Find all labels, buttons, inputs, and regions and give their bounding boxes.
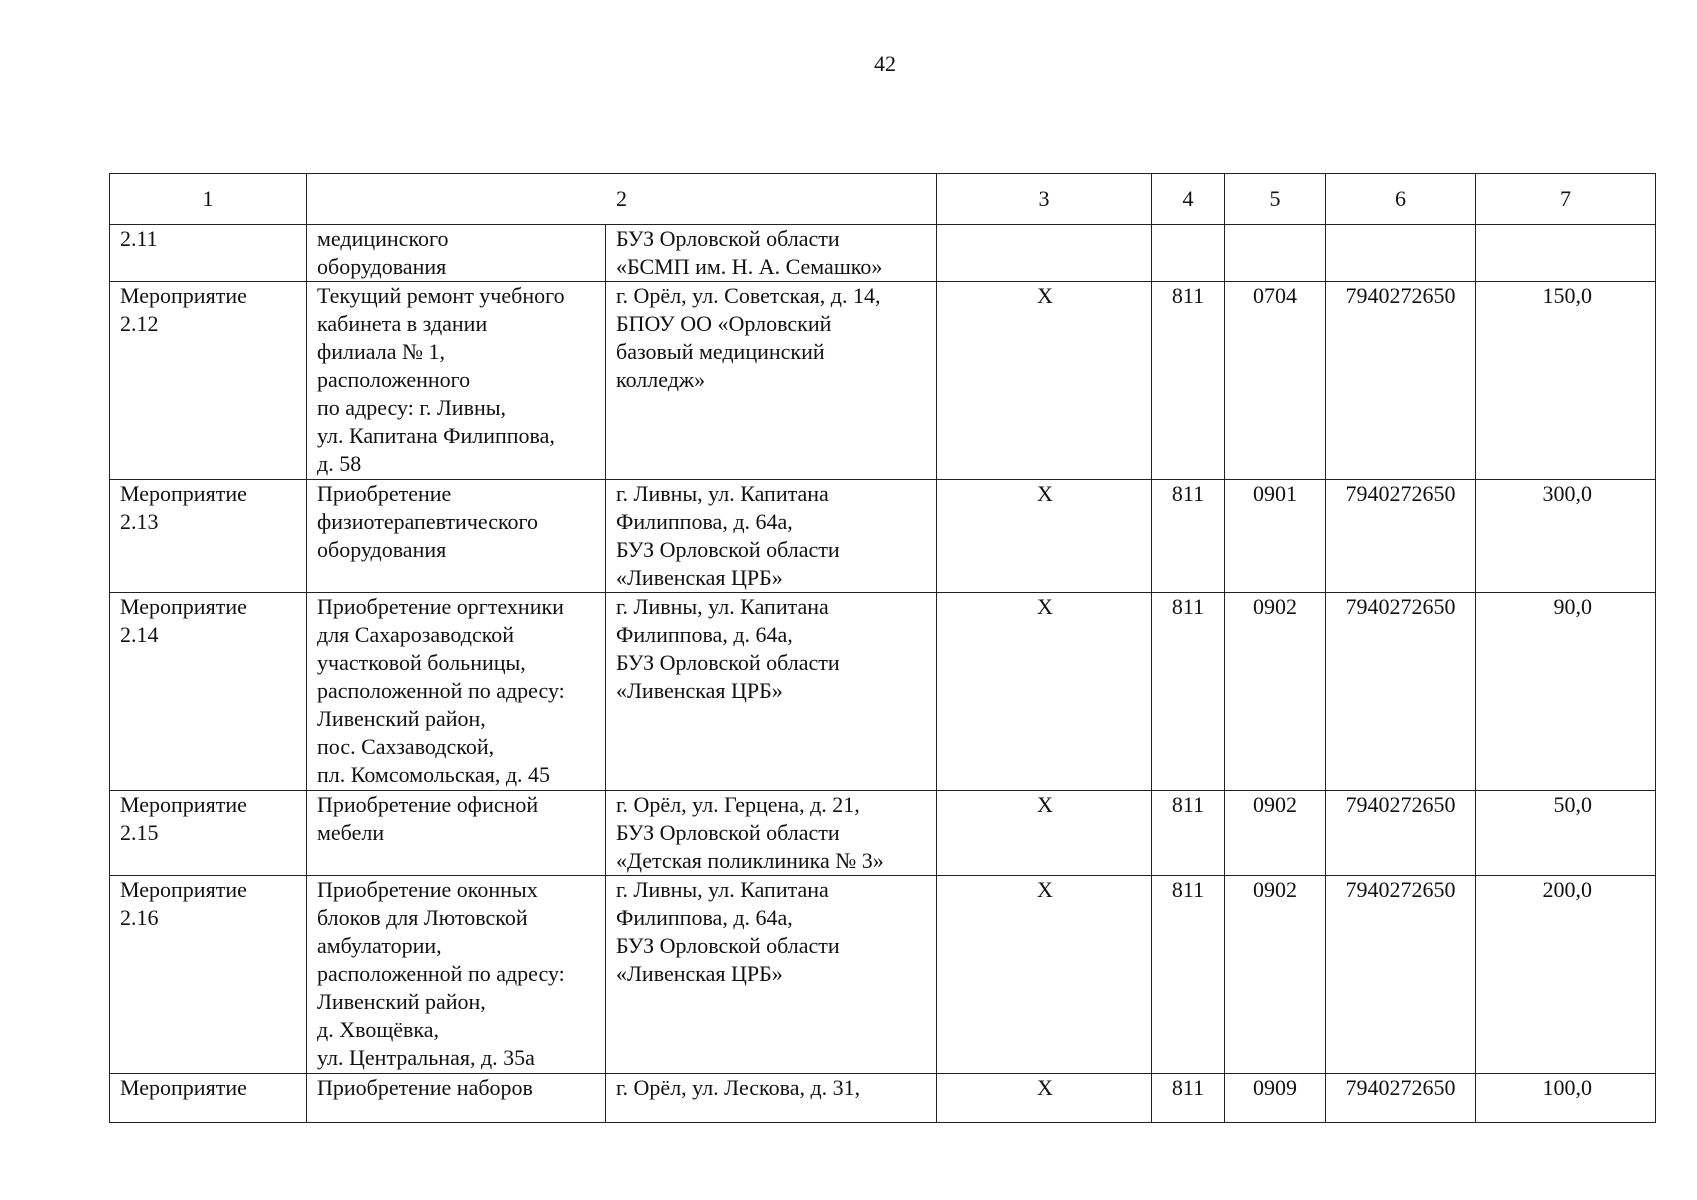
row-col6 [1326,225,1476,282]
row-col4: 811 [1152,282,1225,480]
table-row [110,791,1656,876]
table-row [110,593,1656,791]
table-header [110,174,1656,225]
budget-table [109,173,1656,1123]
header-col-6: 6 [1326,174,1476,225]
row-address: г. Ливны, ул. Капитана Филиппова, д. 64а, БУЗ Орловской области «Ливенская ЦРБ» [606,480,937,593]
row-id: Мероприятие 2.14 [110,593,307,791]
row-col7 [1476,225,1656,282]
row-col3: Х [937,480,1152,593]
row-col4 [1152,225,1225,282]
row-col4: 811 [1152,876,1225,1074]
row-name: Текущий ремонт учебного кабинета в здании филиала № 1, расположенного по адресу: г. Ливны, ул. Капитана Филиппова, д. 58 [307,282,606,480]
row-name: Приобретение наборов [307,1074,606,1123]
row-name: Приобретение оконных блоков для Лютовской амбулатории, расположенной по адресу: Ливенский район, д. Хвощёвка, ул. Центральная, д. 35а [307,876,606,1074]
table-row [110,1074,1656,1123]
row-col3: Х [937,593,1152,791]
row-id: Мероприятие 2.12 [110,282,307,480]
row-name: Приобретение физиотерапевтического оборудования [307,480,606,593]
row-col7: 200,0 [1476,876,1656,1074]
row-col5: 0909 [1225,1074,1326,1123]
row-col7: 300,0 [1476,480,1656,593]
header-col-3: 3 [937,174,1152,225]
row-col5: 0902 [1225,593,1326,791]
row-col3 [937,225,1152,282]
table-row [110,876,1656,1074]
header-col-1: 1 [110,174,307,225]
row-id: Мероприятие 2.16 [110,876,307,1074]
row-col4: 811 [1152,791,1225,876]
header-col-2: 2 [307,174,937,225]
row-col7: 90,0 [1476,593,1656,791]
row-col3: Х [937,876,1152,1074]
table-row [110,282,1656,480]
row-col4: 811 [1152,480,1225,593]
row-address: г. Орёл, ул. Советская, д. 14, БПОУ ОО «Орловский базовый медицинский колледж» [606,282,937,480]
row-col7: 150,0 [1476,282,1656,480]
row-id: Мероприятие 2.15 [110,791,307,876]
table-body [110,225,1656,1123]
table-row [110,480,1656,593]
row-col6: 7940272650 [1326,1074,1476,1123]
row-id: Мероприятие 2.13 [110,480,307,593]
row-col5 [1225,225,1326,282]
row-col5: 0901 [1225,480,1326,593]
row-name: Приобретение оргтехники для Сахарозаводской участковой больницы, расположенной по адресу: Ливенский район, пос. Сахзаводской, пл. Комсомольская, д. 45 [307,593,606,791]
header-col-5: 5 [1225,174,1326,225]
header-col-4: 4 [1152,174,1225,225]
row-address: г. Ливны, ул. Капитана Филиппова, д. 64а, БУЗ Орловской области «Ливенская ЦРБ» [606,876,937,1074]
row-id: 2.11 [110,225,307,282]
row-col5: 0902 [1225,876,1326,1074]
row-name: медицинского оборудования [307,225,606,282]
row-name: Приобретение офисной мебели [307,791,606,876]
row-col3: Х [937,1074,1152,1123]
row-address: г. Орёл, ул. Лескова, д. 31, [606,1074,937,1123]
row-col6: 7940272650 [1326,593,1476,791]
row-col7: 100,0 [1476,1074,1656,1123]
header-row [110,174,1656,225]
row-id: Мероприятие [110,1074,307,1123]
row-col6: 7940272650 [1326,791,1476,876]
row-col5: 0704 [1225,282,1326,480]
row-col7: 50,0 [1476,791,1656,876]
row-address: г. Орёл, ул. Герцена, д. 21, БУЗ Орловской области «Детская поликлиника № 3» [606,791,937,876]
row-col3: Х [937,282,1152,480]
row-col4: 811 [1152,1074,1225,1123]
table-row [110,225,1656,282]
row-address: г. Ливны, ул. Капитана Филиппова, д. 64а, БУЗ Орловской области «Ливенская ЦРБ» [606,593,937,791]
row-address: БУЗ Орловской области «БСМП им. Н. А. Семашко» [606,225,937,282]
page-number: 42 [874,51,896,76]
header-col-7: 7 [1476,174,1656,225]
row-col5: 0902 [1225,791,1326,876]
row-col4: 811 [1152,593,1225,791]
row-col6: 7940272650 [1326,282,1476,480]
row-col6: 7940272650 [1326,876,1476,1074]
row-col3: Х [937,791,1152,876]
row-col6: 7940272650 [1326,480,1476,593]
